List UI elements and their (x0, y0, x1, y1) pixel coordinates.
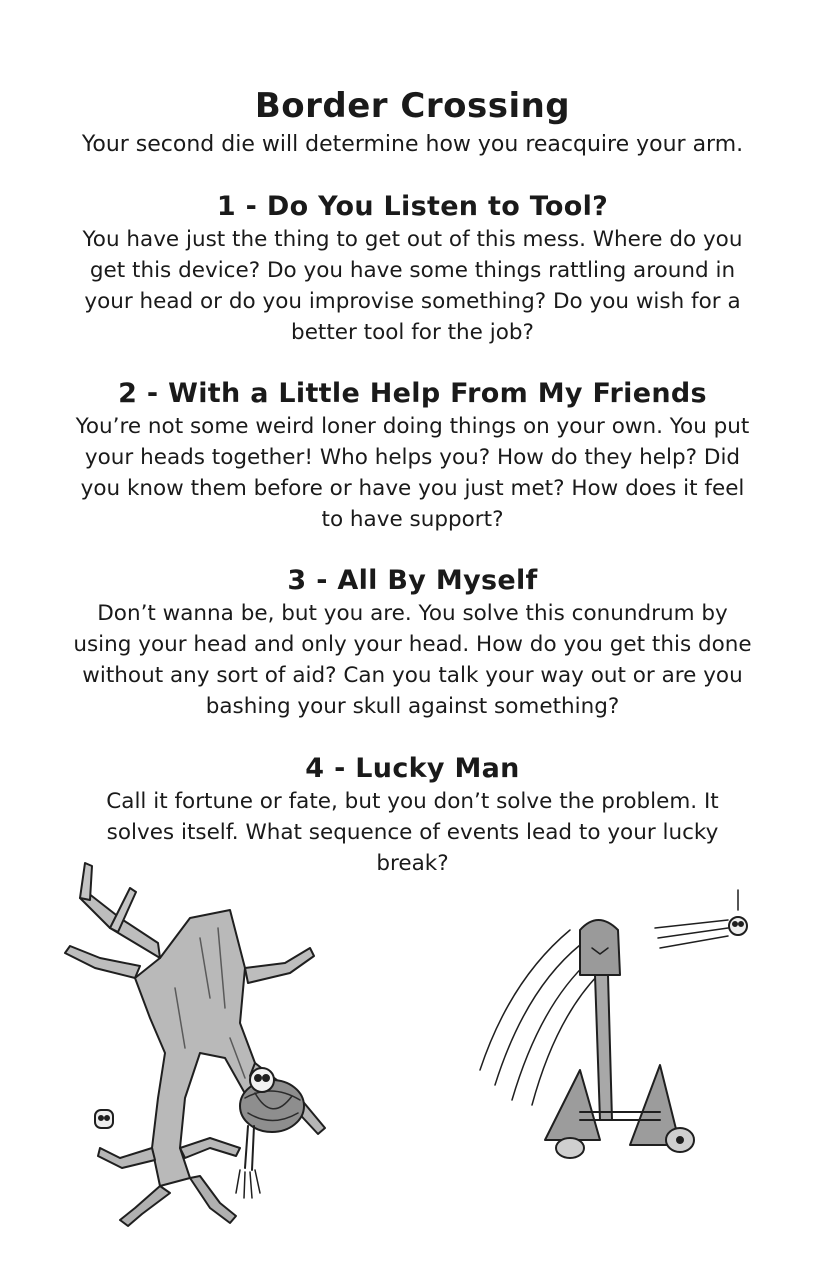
option-3-section (70, 564, 755, 722)
option-1-heading: 1 - Do You Listen to Tool? (216, 191, 609, 222)
option-4-heading: 4 - Lucky Man (305, 753, 520, 784)
tree-with-skeleton-arm-illustration (40, 848, 355, 1238)
intro-text: Your second die will determine how you reacquire your arm. (81, 132, 744, 157)
option-2-section (70, 377, 755, 535)
option-1-section (70, 190, 755, 348)
catapult-launching-skull-illustration (440, 870, 770, 1180)
option-3-body: Don’t wanna be, but you are. You solve this conundrum by using your head and only your head. How do you get this done without any sort of aid? Can you talk your way out or are you bashing your skull against something? (73, 601, 752, 719)
option-1-body: You have just the thing to get out of this mess. Where do you get this device? Do you have some things rattling around in your head or do you improvise something? Do you wish for a better tool for the job? (82, 227, 743, 345)
option-2-body: You’re not some weird loner doing things on your own. You put your heads together! Who helps you? How do they help? Did you know them before or have you just met? How does it feel to have support? (75, 414, 750, 532)
option-4-body: Call it fortune or fate, but you don’t solve the problem. It solves itself. What sequence of events lead to your lucky break? (106, 789, 719, 876)
page-title: Border Crossing (254, 86, 571, 126)
option-3-heading: 3 - All By Myself (287, 565, 538, 596)
option-2-heading: 2 - With a Little Help From My Friends (118, 378, 707, 409)
